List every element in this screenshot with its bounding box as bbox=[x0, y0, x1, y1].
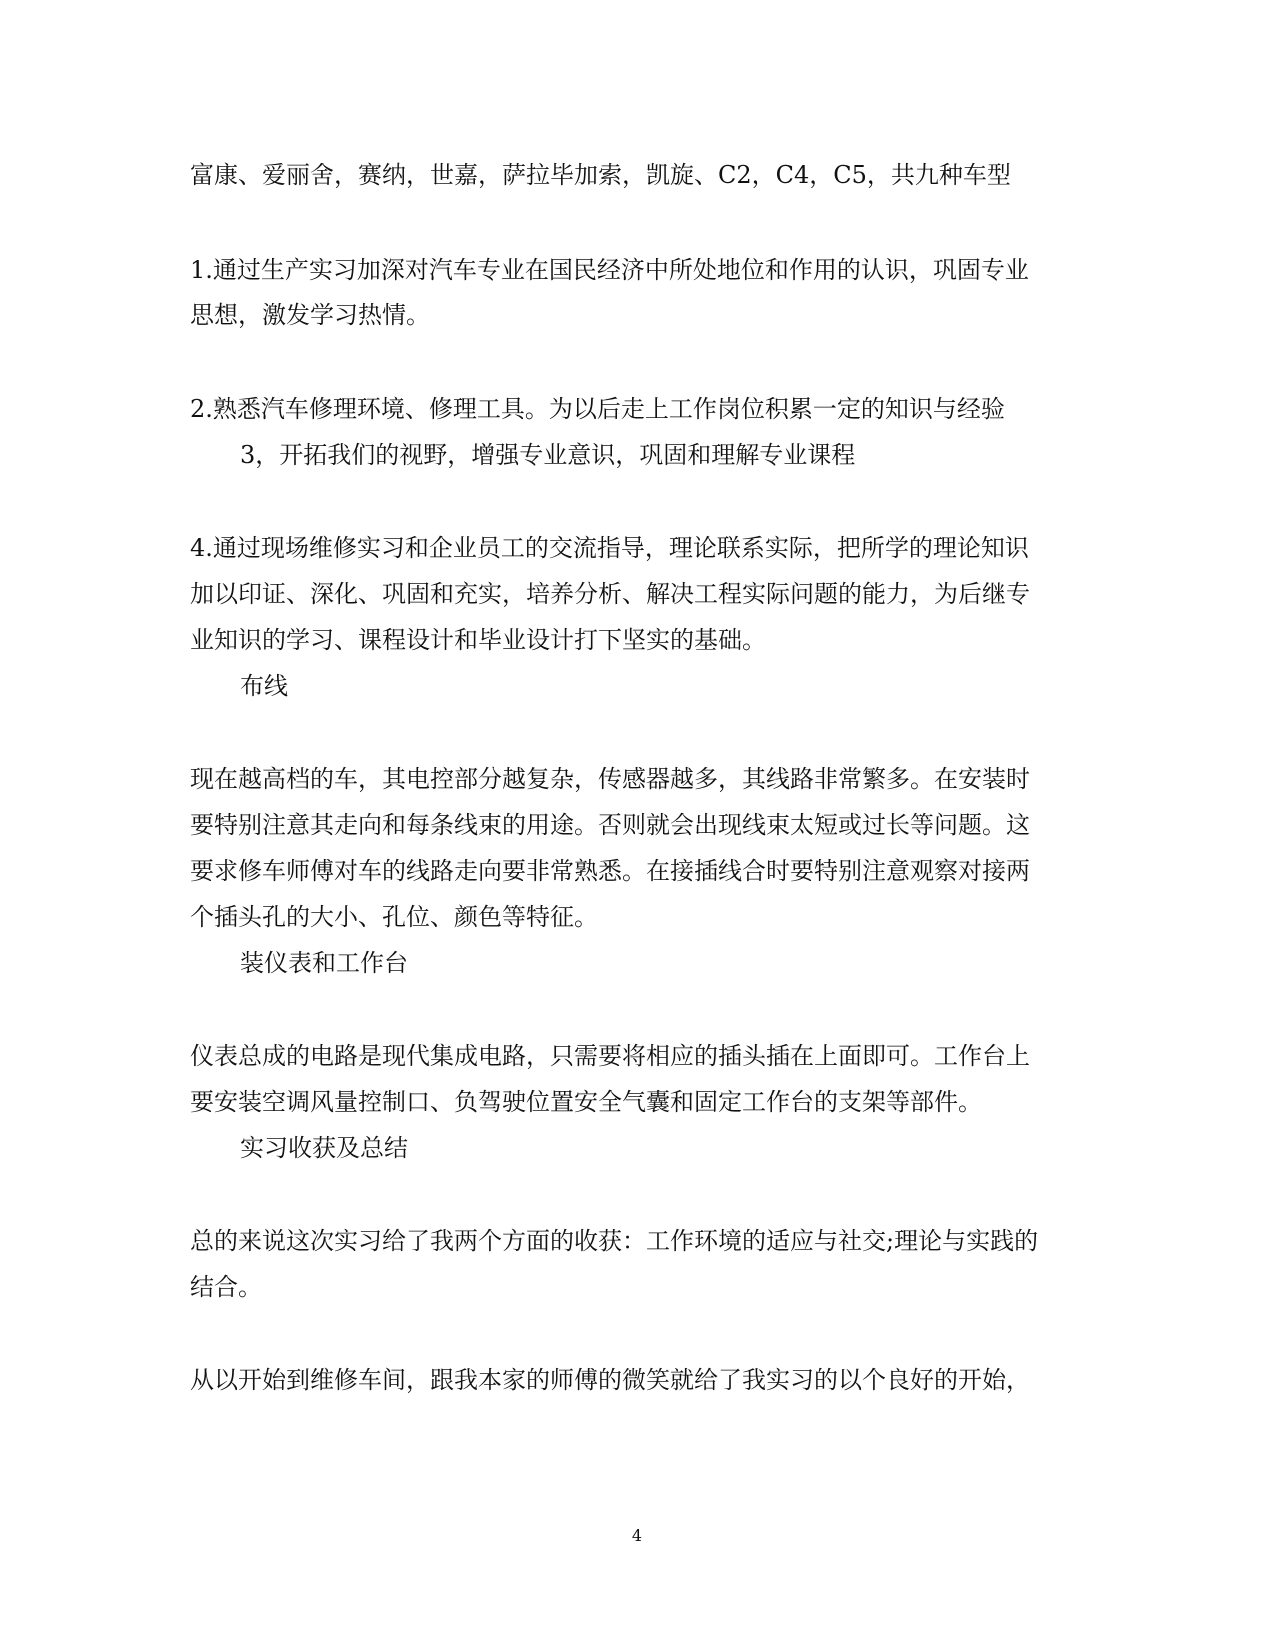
dashboard-paragraph-line-2: 要安装空调风量控制口、负驾驶位置安全气囊和固定工作台的支架等部件。 bbox=[190, 1088, 982, 1116]
wiring-paragraph-line-1: 现在越高档的车，其电控部分越复杂，传感器越多，其线路非常繁多。在安装时 bbox=[190, 765, 1030, 793]
goal-2-line: 2.熟悉汽车修理环境、修理工具。为以后走上工作岗位积累一定的知识与经验 bbox=[190, 395, 1005, 423]
closing-paragraph-line: 从以开始到维修车间，跟我本家的师傅的微笑就给了我实习的以个良好的开始， bbox=[190, 1366, 1030, 1394]
section-heading-summary: 实习收获及总结 bbox=[240, 1134, 408, 1162]
section-heading-dashboard: 装仪表和工作台 bbox=[240, 949, 408, 977]
goal-4-line-2: 加以印证、深化、巩固和充实，培养分析、解决工程实际问题的能力，为后继专 bbox=[190, 580, 1030, 608]
car-models-line: 富康、爱丽舍，赛纳，世嘉，萨拉毕加索，凯旋、C2，C4，C5，共九种车型 bbox=[190, 161, 1011, 189]
goal-4-line-3: 业知识的学习、课程设计和毕业设计打下坚实的基础。 bbox=[190, 626, 766, 654]
section-heading-wiring: 布线 bbox=[240, 672, 288, 700]
goal-1-line-2: 思想，激发学习热情。 bbox=[190, 301, 430, 329]
summary-paragraph-line-1: 总的来说这次实习给了我两个方面的收获：工作环境的适应与社交;理论与实践的 bbox=[190, 1227, 1039, 1255]
goal-3-line: 3，开拓我们的视野，增强专业意识，巩固和理解专业课程 bbox=[240, 441, 856, 469]
page-number: 4 bbox=[631, 1526, 643, 1545]
wiring-paragraph-line-4: 个插头孔的大小、孔位、颜色等特征。 bbox=[190, 903, 598, 931]
goal-4-line-1: 4.通过现场维修实习和企业员工的交流指导，理论联系实际，把所学的理论知识 bbox=[190, 534, 1029, 562]
wiring-paragraph-line-2: 要特别注意其走向和每条线束的用途。否则就会出现线束太短或过长等问题。这 bbox=[190, 811, 1030, 839]
summary-paragraph-line-2: 结合。 bbox=[190, 1273, 262, 1301]
dashboard-paragraph-line-1: 仪表总成的电路是现代集成电路，只需要将相应的插头插在上面即可。工作台上 bbox=[190, 1042, 1030, 1070]
wiring-paragraph-line-3: 要求修车师傅对车的线路走向要非常熟悉。在接插线合时要特别注意观察对接两 bbox=[190, 857, 1030, 885]
goal-1-line-1: 1.通过生产实习加深对汽车专业在国民经济中所处地位和作用的认识，巩固专业 bbox=[190, 256, 1029, 284]
